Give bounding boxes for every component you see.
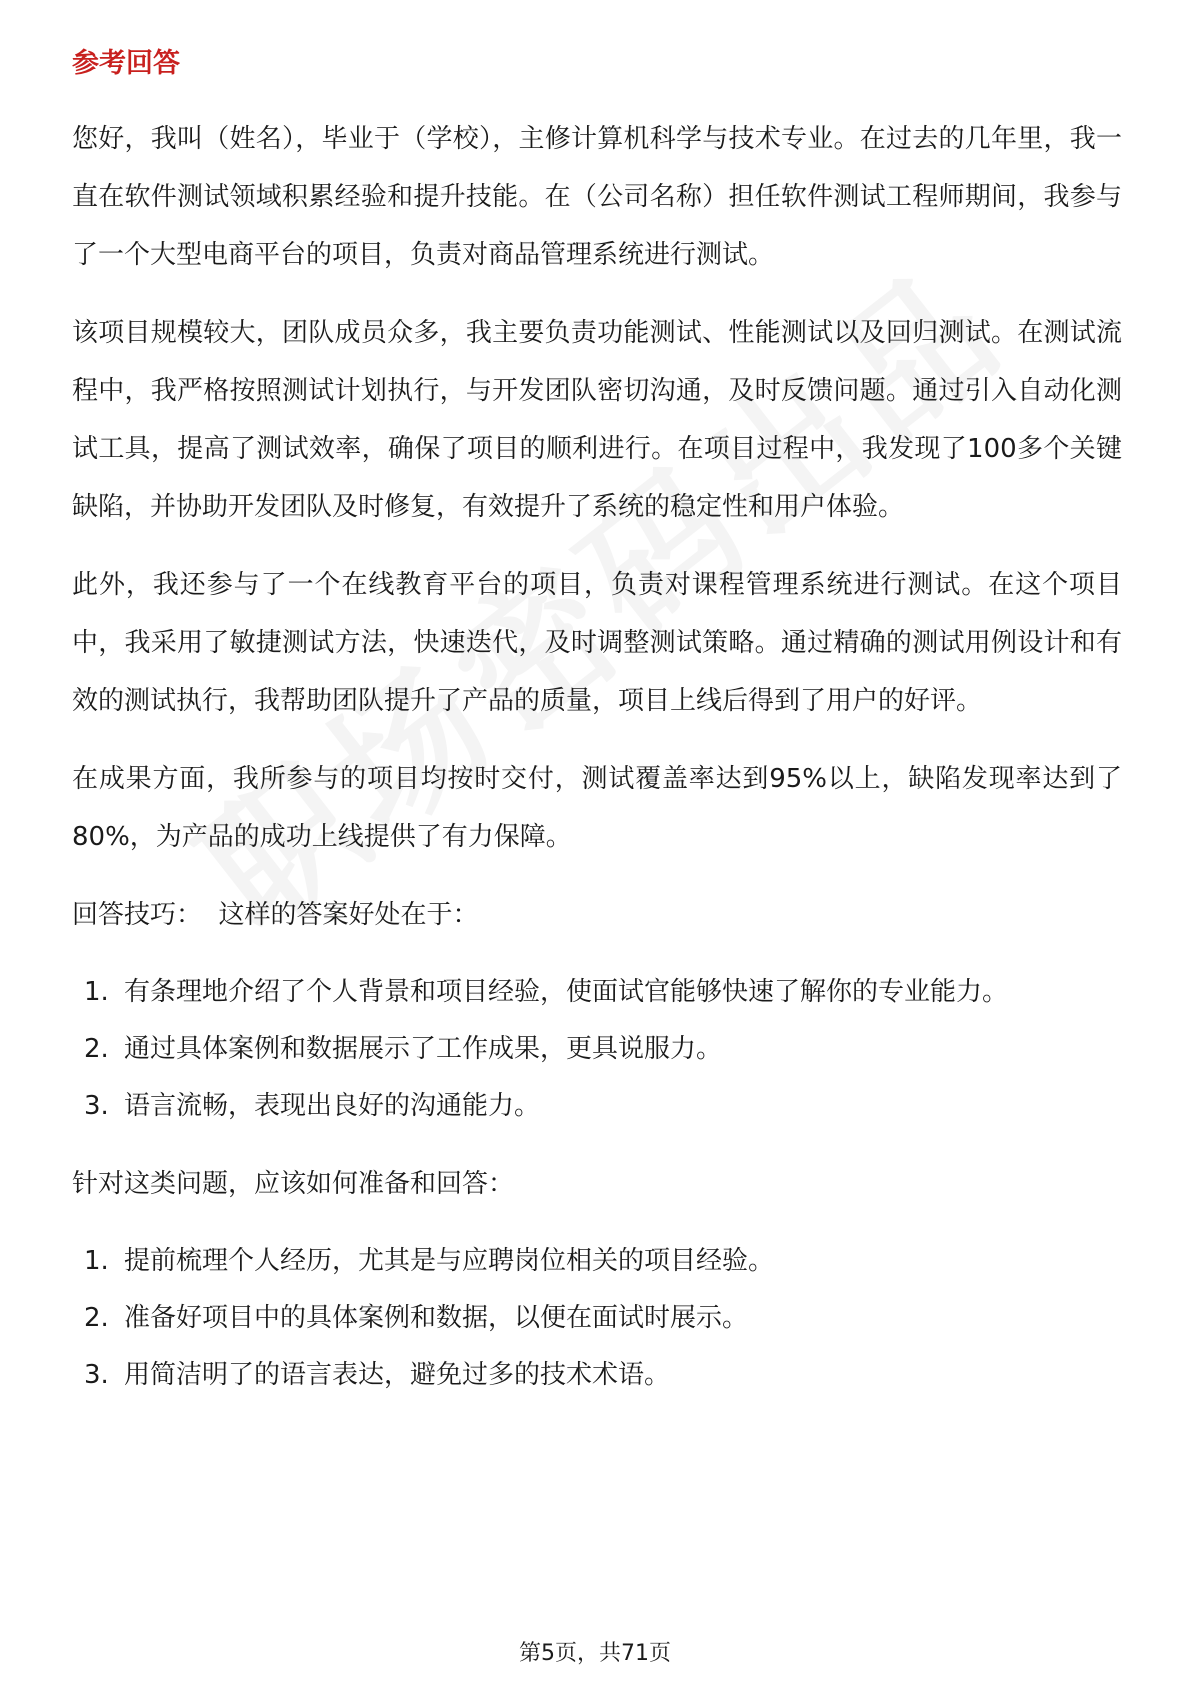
list-text: 有条理地介绍了个人背景和项目经验，使面试官能够快速了解你的专业能力。	[124, 977, 1009, 1007]
list-number: 1.	[84, 977, 109, 1007]
list-text: 准备好项目中的具体案例和数据，以便在面试时展示。	[124, 1303, 749, 1333]
tips-intro: 回答技巧： 这样的答案好处在于：	[72, 900, 479, 930]
list-number: 3.	[84, 1091, 109, 1121]
list-item	[72, 1078, 1122, 1135]
list-item	[72, 1347, 1122, 1404]
section-heading: 参考回答	[72, 48, 180, 79]
document-content	[72, 44, 1122, 1424]
list-text: 语言流畅，表现出良好的沟通能力。	[124, 1091, 541, 1121]
list-item	[72, 1290, 1122, 1347]
list-text: 提前梳理个人经历，尤其是与应聘岗位相关的项目经验。	[124, 1246, 775, 1276]
paragraph: 在成果方面，我所参与的项目均按时交付，测试覆盖率达到95%以上，缺陷发现率达到了80%，为产品的成功上线提供了有力保障。	[72, 764, 1122, 852]
list-number: 2.	[84, 1303, 109, 1333]
list-number: 2.	[84, 1034, 109, 1064]
list-text: 用简洁明了的语言表达，避免过多的技术术语。	[124, 1360, 671, 1390]
list-item	[72, 1233, 1122, 1290]
list-number: 3.	[84, 1360, 109, 1390]
paragraph: 您好，我叫（姓名），毕业于（学校），主修计算机科学与技术专业。在过去的几年里，我一直在软件测试领域积累经验和提升技能。在（公司名称）担任软件测试工程师期间，我参与了一个大型电商平台的项目，负责对商品管理系统进行测试。	[72, 124, 1122, 270]
prep-list	[72, 1233, 1122, 1404]
paragraph: 此外，我还参与了一个在线教育平台的项目，负责对课程管理系统进行测试。在这个项目中，我采用了敏捷测试方法，快速迭代，及时调整测试策略。通过精确的测试用例设计和有效的测试执行，我帮助团队提升了产品的质量，项目上线后得到了用户的好评。	[72, 570, 1122, 716]
tips-list	[72, 964, 1122, 1135]
prep-intro: 针对这类问题，应该如何准备和回答：	[72, 1169, 515, 1199]
list-number: 1.	[84, 1246, 109, 1276]
list-item	[72, 964, 1122, 1021]
list-text: 通过具体案例和数据展示了工作成果，更具说服力。	[124, 1034, 723, 1064]
page-number-footer: 第5页，共71页	[519, 1641, 671, 1666]
list-item	[72, 1021, 1122, 1078]
paragraph: 该项目规模较大，团队成员众多，我主要负责功能测试、性能测试以及回归测试。在测试流程中，我严格按照测试计划执行，与开发团队密切沟通，及时反馈问题。通过引入自动化测试工具，提高了测试效率，确保了项目的顺利进行。在项目过程中，我发现了100多个关键缺陷，并协助开发团队及时修复，有效提升了系统的稳定性和用户体验。	[72, 318, 1122, 522]
